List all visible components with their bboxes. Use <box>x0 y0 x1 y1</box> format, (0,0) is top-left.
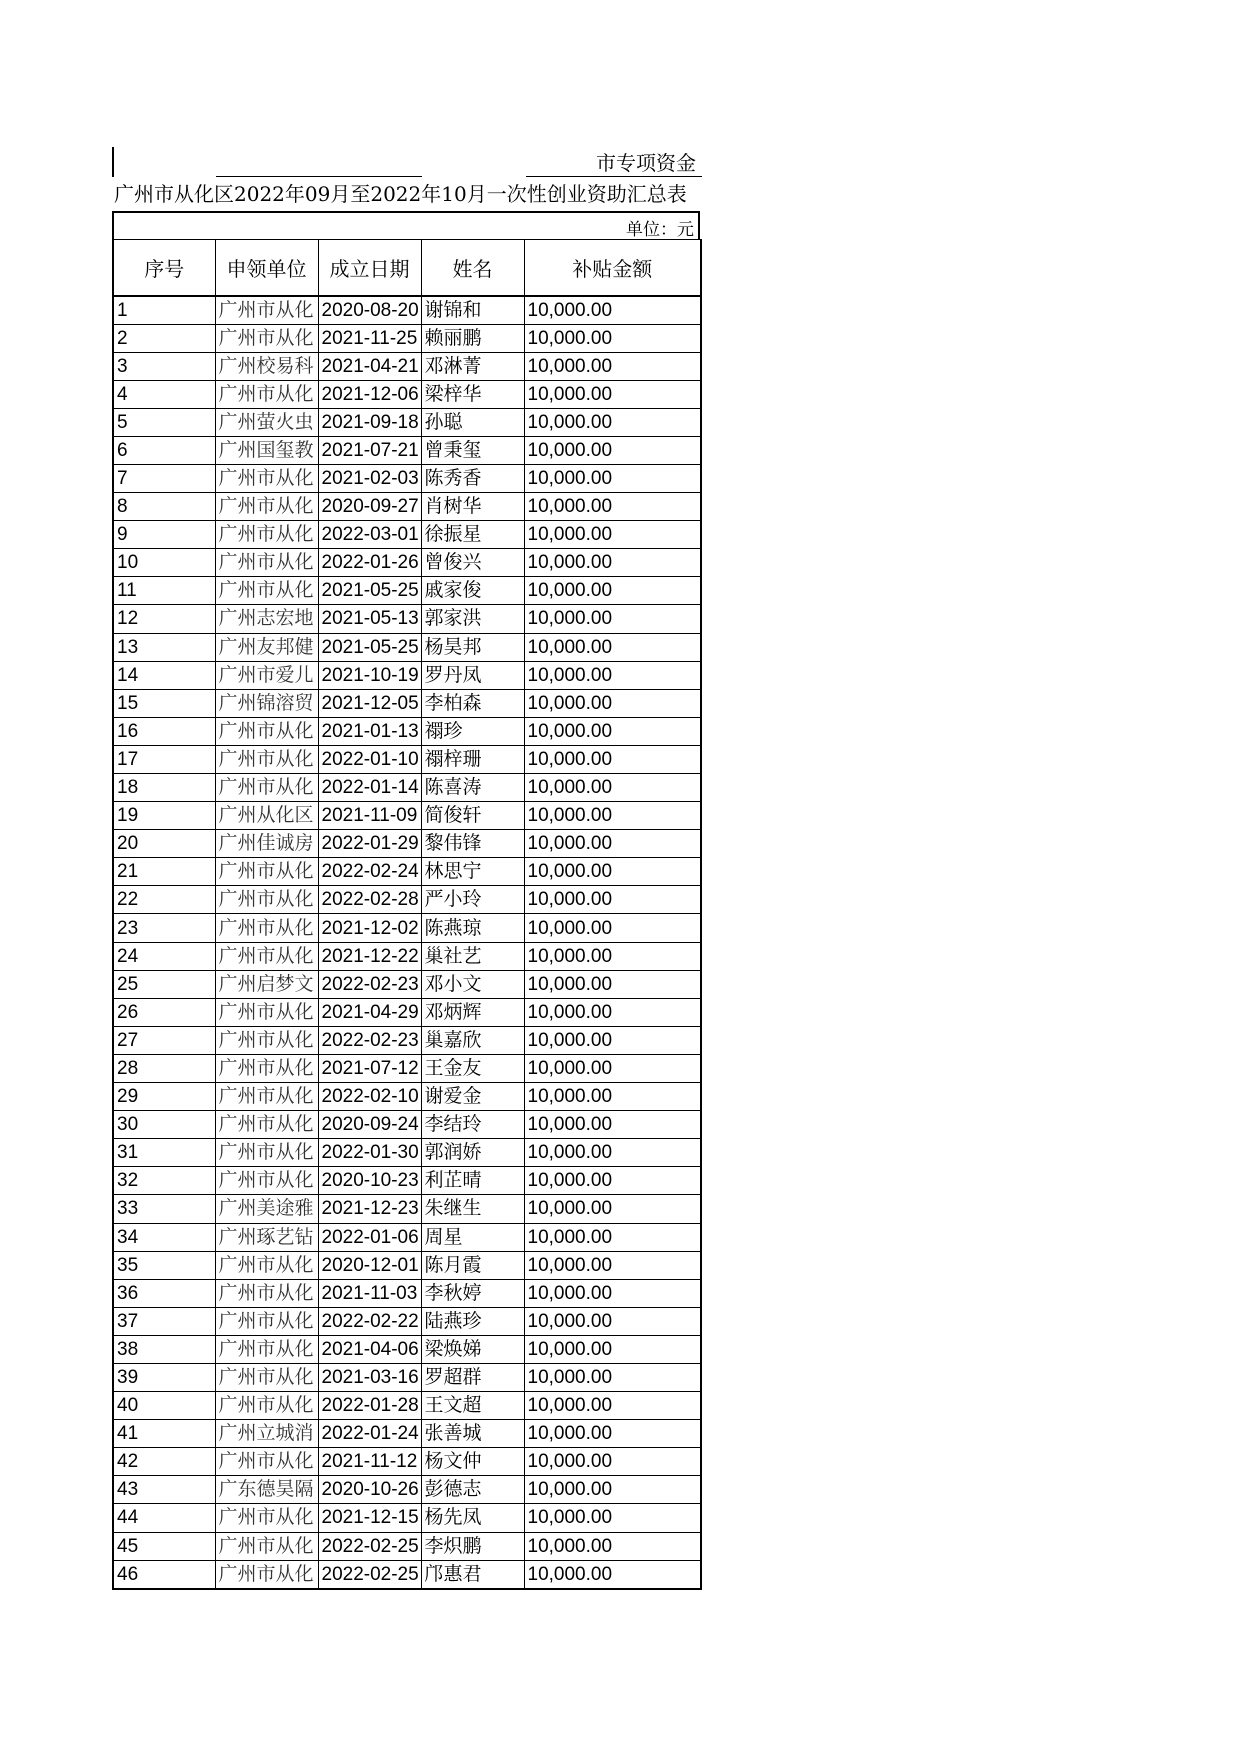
cell-amount[interactable]: 10,000.00 <box>524 436 701 464</box>
cell-date[interactable]: 2021-11-25 <box>318 324 421 352</box>
cell-amount[interactable]: 10,000.00 <box>524 633 701 661</box>
table-row <box>113 1307 701 1335</box>
cell-amount[interactable]: 10,000.00 <box>524 858 701 886</box>
cell-amount[interactable]: 10,000.00 <box>524 1307 701 1335</box>
cell-date[interactable]: 2021-11-12 <box>318 1448 421 1476</box>
cell-unit[interactable]: 广州市从化 <box>215 324 318 352</box>
cell-date[interactable]: 2021-10-19 <box>318 661 421 689</box>
cell-amount[interactable]: 10,000.00 <box>524 577 701 605</box>
cell-unit[interactable]: 广州市从化 <box>215 380 318 408</box>
table-row <box>113 998 701 1026</box>
cell-name[interactable]: 赖丽鹏 <box>421 324 524 352</box>
cell-unit[interactable]: 广州市从化 <box>215 886 318 914</box>
cell-name[interactable]: 曾秉玺 <box>421 436 524 464</box>
cell-unit[interactable]: 广州友邦健 <box>215 633 318 661</box>
cell-unit[interactable]: 广州市爱儿 <box>215 661 318 689</box>
cell-no[interactable]: 39 <box>113 1363 215 1391</box>
cell-unit[interactable]: 广州市从化 <box>215 1335 318 1363</box>
cell-no[interactable]: 26 <box>113 998 215 1026</box>
cell-name[interactable]: 郭家洪 <box>421 605 524 633</box>
cell-no[interactable]: 29 <box>113 1083 215 1111</box>
cell-name[interactable]: 李结玲 <box>421 1111 524 1139</box>
table-row <box>113 661 701 689</box>
table-row <box>113 1476 701 1504</box>
cell-date[interactable]: 2022-02-25 <box>318 1532 421 1560</box>
cell-no[interactable]: 16 <box>113 717 215 745</box>
table-row <box>113 1111 701 1139</box>
cell-date[interactable]: 2021-02-03 <box>318 464 421 492</box>
cell-name[interactable]: 禤珍 <box>421 717 524 745</box>
cell-date[interactable]: 2022-02-24 <box>318 858 421 886</box>
cell-no[interactable]: 19 <box>113 802 215 830</box>
table-row <box>113 633 701 661</box>
table-row <box>113 296 701 325</box>
cell-amount[interactable]: 10,000.00 <box>524 1139 701 1167</box>
cell-date[interactable]: 2021-05-25 <box>318 577 421 605</box>
cell-name[interactable]: 梁焕娣 <box>421 1335 524 1363</box>
table-row <box>113 352 701 380</box>
cell-unit[interactable]: 广州市从化 <box>215 942 318 970</box>
table-row <box>113 1335 701 1363</box>
cell-date[interactable]: 2021-05-13 <box>318 605 421 633</box>
cell-name[interactable]: 陈秀香 <box>421 464 524 492</box>
table-row <box>113 1251 701 1279</box>
cell-unit[interactable]: 广州市从化 <box>215 464 318 492</box>
cell-date[interactable]: 2022-02-28 <box>318 886 421 914</box>
table-row <box>113 774 701 802</box>
cell-name[interactable]: 徐振星 <box>421 521 524 549</box>
cell-amount[interactable]: 10,000.00 <box>524 661 701 689</box>
cell-no[interactable]: 42 <box>113 1448 215 1476</box>
cell-amount[interactable]: 10,000.00 <box>524 352 701 380</box>
cell-date[interactable]: 2021-11-03 <box>318 1279 421 1307</box>
cell-date[interactable]: 2022-01-06 <box>318 1223 421 1251</box>
cell-no[interactable]: 12 <box>113 605 215 633</box>
cell-amount[interactable]: 10,000.00 <box>524 1026 701 1054</box>
cell-amount[interactable]: 10,000.00 <box>524 1420 701 1448</box>
table-row <box>113 493 701 521</box>
cell-unit[interactable]: 广州国玺教 <box>215 436 318 464</box>
cell-date[interactable]: 2022-03-01 <box>318 521 421 549</box>
cell-no[interactable]: 33 <box>113 1195 215 1223</box>
cell-date[interactable]: 2022-02-23 <box>318 970 421 998</box>
cell-name[interactable]: 郭润娇 <box>421 1139 524 1167</box>
cell-amount[interactable]: 10,000.00 <box>524 1476 701 1504</box>
cell-no[interactable]: 24 <box>113 942 215 970</box>
cell-date[interactable]: 2022-01-10 <box>318 745 421 773</box>
table-row <box>113 577 701 605</box>
cell-amount[interactable]: 10,000.00 <box>524 1448 701 1476</box>
cell-date[interactable]: 2021-04-06 <box>318 1335 421 1363</box>
table-row <box>113 1532 701 1560</box>
table-row <box>113 1363 701 1391</box>
cell-unit[interactable]: 广州市从化 <box>215 1392 318 1420</box>
cell-amount[interactable]: 10,000.00 <box>524 1054 701 1082</box>
cell-no[interactable]: 46 <box>113 1560 215 1589</box>
unit-label: 单位：元 <box>626 220 694 240</box>
cell-name[interactable]: 罗超群 <box>421 1363 524 1391</box>
cell-amount[interactable]: 10,000.00 <box>524 802 701 830</box>
fund-label: 市专项资金 <box>596 151 696 175</box>
cell-no[interactable]: 10 <box>113 549 215 577</box>
cell-date[interactable]: 2022-01-14 <box>318 774 421 802</box>
cell-name[interactable]: 邓炳辉 <box>421 998 524 1026</box>
cell-name[interactable]: 巢社艺 <box>421 942 524 970</box>
cell-name[interactable]: 李炽鹏 <box>421 1532 524 1560</box>
cell-date[interactable]: 2021-12-15 <box>318 1504 421 1532</box>
cell-no[interactable]: 41 <box>113 1420 215 1448</box>
cell-amount[interactable]: 10,000.00 <box>524 408 701 436</box>
cell-amount[interactable]: 10,000.00 <box>524 493 701 521</box>
cell-name[interactable]: 彭德志 <box>421 1476 524 1504</box>
cell-unit[interactable]: 广州市从化 <box>215 858 318 886</box>
cell-date[interactable]: 2021-04-29 <box>318 998 421 1026</box>
table-row <box>113 1083 701 1111</box>
cell-amount[interactable]: 10,000.00 <box>524 886 701 914</box>
cell-unit[interactable]: 广州从化区 <box>215 802 318 830</box>
cell-unit[interactable]: 广州启梦文 <box>215 970 318 998</box>
cell-unit[interactable]: 广州市从化 <box>215 521 318 549</box>
cell-unit[interactable]: 广州市从化 <box>215 717 318 745</box>
cell-name[interactable]: 陈月霞 <box>421 1251 524 1279</box>
cell-unit[interactable]: 广州立城消 <box>215 1420 318 1448</box>
cell-amount[interactable]: 10,000.00 <box>524 521 701 549</box>
cell-no[interactable]: 34 <box>113 1223 215 1251</box>
cell-no[interactable]: 40 <box>113 1392 215 1420</box>
subsidy-table <box>112 239 702 1590</box>
cell-amount[interactable]: 10,000.00 <box>524 324 701 352</box>
cell-unit[interactable]: 广州市从化 <box>215 1251 318 1279</box>
cell-unit[interactable]: 广州校易科 <box>215 352 318 380</box>
cell-unit[interactable]: 广州市从化 <box>215 1448 318 1476</box>
cell-amount[interactable]: 10,000.00 <box>524 689 701 717</box>
cell-date[interactable]: 2022-01-30 <box>318 1139 421 1167</box>
cell-name[interactable]: 谢爱金 <box>421 1083 524 1111</box>
cell-no[interactable]: 5 <box>113 408 215 436</box>
cell-unit[interactable]: 广州市从化 <box>215 1083 318 1111</box>
cell-amount[interactable]: 10,000.00 <box>524 1223 701 1251</box>
table-row <box>113 408 701 436</box>
cell-amount[interactable]: 10,000.00 <box>524 1363 701 1391</box>
cell-amount[interactable]: 10,000.00 <box>524 1167 701 1195</box>
unit-row <box>112 211 700 239</box>
cell-unit[interactable]: 广州市从化 <box>215 577 318 605</box>
cell-no[interactable]: 25 <box>113 970 215 998</box>
cell-unit[interactable]: 广州市从化 <box>215 1026 318 1054</box>
cell-name[interactable]: 杨昊邦 <box>421 633 524 661</box>
cell-amount[interactable]: 10,000.00 <box>524 1504 701 1532</box>
cell-amount[interactable]: 10,000.00 <box>524 1532 701 1560</box>
cell-amount[interactable]: 10,000.00 <box>524 1560 701 1589</box>
cell-unit[interactable]: 广州市从化 <box>215 1363 318 1391</box>
cell-date[interactable]: 2021-07-12 <box>318 1054 421 1082</box>
table-row <box>113 1279 701 1307</box>
cell-unit[interactable]: 广州锦溶贸 <box>215 689 318 717</box>
cell-no[interactable]: 27 <box>113 1026 215 1054</box>
cell-unit[interactable]: 广州市从化 <box>215 1111 318 1139</box>
cell-amount[interactable]: 10,000.00 <box>524 1392 701 1420</box>
table-row <box>113 464 701 492</box>
table-row <box>113 1195 701 1223</box>
cell-name[interactable]: 罗丹凤 <box>421 661 524 689</box>
cell-no[interactable]: 13 <box>113 633 215 661</box>
cell-date[interactable]: 2020-10-23 <box>318 1167 421 1195</box>
cell-date[interactable]: 2021-12-22 <box>318 942 421 970</box>
cell-unit[interactable]: 广州美途雅 <box>215 1195 318 1223</box>
cell-amount[interactable]: 10,000.00 <box>524 1335 701 1363</box>
table-row <box>113 830 701 858</box>
cell-unit[interactable]: 广州萤火虫 <box>215 408 318 436</box>
cell-unit[interactable]: 广州市从化 <box>215 1307 318 1335</box>
table-row <box>113 549 701 577</box>
cell-unit[interactable]: 广州佳诚房 <box>215 830 318 858</box>
cell-name[interactable]: 朱继生 <box>421 1195 524 1223</box>
table-row <box>113 858 701 886</box>
cell-no[interactable]: 21 <box>113 858 215 886</box>
cell-no[interactable]: 38 <box>113 1335 215 1363</box>
table-header-row <box>113 240 701 296</box>
cell-amount[interactable]: 10,000.00 <box>524 774 701 802</box>
cell-name[interactable]: 利芷晴 <box>421 1167 524 1195</box>
cell-unit[interactable]: 广州市从化 <box>215 1167 318 1195</box>
cell-no[interactable]: 8 <box>113 493 215 521</box>
cell-amount[interactable]: 10,000.00 <box>524 549 701 577</box>
cell-name[interactable]: 巢嘉欣 <box>421 1026 524 1054</box>
cell-date[interactable]: 2021-05-25 <box>318 633 421 661</box>
table-row <box>113 324 701 352</box>
column-header-date: 成立日期 <box>318 240 421 296</box>
cell-date[interactable]: 2021-12-02 <box>318 914 421 942</box>
cell-amount[interactable]: 10,000.00 <box>524 914 701 942</box>
cell-name[interactable]: 严小玲 <box>421 886 524 914</box>
table-row <box>113 717 701 745</box>
spreadsheet <box>112 147 700 1590</box>
cell-name[interactable]: 杨文仲 <box>421 1448 524 1476</box>
cell-name[interactable]: 李秋婷 <box>421 1279 524 1307</box>
cell-date[interactable]: 2021-03-16 <box>318 1363 421 1391</box>
cell-name[interactable]: 邝惠君 <box>421 1560 524 1589</box>
cell-amount[interactable]: 10,000.00 <box>524 1279 701 1307</box>
cell-name[interactable]: 陈燕琼 <box>421 914 524 942</box>
column-header-no: 序号 <box>113 240 215 296</box>
cell-name[interactable]: 陆燕珍 <box>421 1307 524 1335</box>
cell-name[interactable]: 简俊轩 <box>421 802 524 830</box>
cell-date[interactable]: 2022-01-28 <box>318 1392 421 1420</box>
cell-unit[interactable]: 广州市从化 <box>215 296 318 325</box>
cell-name[interactable]: 谢锦和 <box>421 296 524 325</box>
cell-no[interactable]: 22 <box>113 886 215 914</box>
table-row <box>113 886 701 914</box>
table-row <box>113 380 701 408</box>
cell-amount[interactable]: 10,000.00 <box>524 1195 701 1223</box>
cell-date[interactable]: 2021-12-06 <box>318 380 421 408</box>
table-row <box>113 436 701 464</box>
cell-unit[interactable]: 广州市从化 <box>215 549 318 577</box>
cell-name[interactable]: 禤梓珊 <box>421 745 524 773</box>
cell-date[interactable]: 2022-02-25 <box>318 1560 421 1589</box>
cell-date[interactable]: 2021-09-18 <box>318 408 421 436</box>
cell-no[interactable]: 17 <box>113 745 215 773</box>
cell-date[interactable]: 2022-01-26 <box>318 549 421 577</box>
table-row <box>113 1223 701 1251</box>
table-row <box>113 1054 701 1082</box>
cell-name[interactable]: 曾俊兴 <box>421 549 524 577</box>
table-row <box>113 1420 701 1448</box>
cell-date[interactable]: 2021-07-21 <box>318 436 421 464</box>
cell-amount[interactable]: 10,000.00 <box>524 717 701 745</box>
cell-unit[interactable]: 广州市从化 <box>215 1054 318 1082</box>
cell-no[interactable]: 11 <box>113 577 215 605</box>
cell-date[interactable]: 2021-11-09 <box>318 802 421 830</box>
cell-date[interactable]: 2022-02-23 <box>318 1026 421 1054</box>
cell-no[interactable]: 32 <box>113 1167 215 1195</box>
cell-name[interactable]: 孙聪 <box>421 408 524 436</box>
cell-date[interactable]: 2020-08-20 <box>318 296 421 325</box>
cell-no[interactable]: 6 <box>113 436 215 464</box>
cell-unit[interactable]: 广州市从化 <box>215 493 318 521</box>
cell-name[interactable]: 杨先凤 <box>421 1504 524 1532</box>
cell-name[interactable]: 黎伟锋 <box>421 830 524 858</box>
table-body <box>113 296 701 1589</box>
cell-unit[interactable]: 广州市从化 <box>215 1532 318 1560</box>
cell-unit[interactable]: 广州市从化 <box>215 998 318 1026</box>
cell-name[interactable]: 周星 <box>421 1223 524 1251</box>
cell-no[interactable]: 37 <box>113 1307 215 1335</box>
cell-amount[interactable]: 10,000.00 <box>524 1111 701 1139</box>
cell-no[interactable]: 35 <box>113 1251 215 1279</box>
cell-date[interactable]: 2021-12-23 <box>318 1195 421 1223</box>
cell-date[interactable]: 2021-04-21 <box>318 352 421 380</box>
cell-no[interactable]: 15 <box>113 689 215 717</box>
table-row <box>113 1560 701 1589</box>
table-row <box>113 1392 701 1420</box>
cell-no[interactable]: 31 <box>113 1139 215 1167</box>
cell-name[interactable]: 陈喜涛 <box>421 774 524 802</box>
cell-name[interactable]: 邓小文 <box>421 970 524 998</box>
cell-name[interactable]: 戚家俊 <box>421 577 524 605</box>
cell-unit[interactable]: 广州市从化 <box>215 745 318 773</box>
cell-date[interactable]: 2020-09-24 <box>318 1111 421 1139</box>
cell-date[interactable]: 2020-10-26 <box>318 1476 421 1504</box>
page-title: 广州市从化区2022年09月至2022年10月一次性创业资助汇总表 <box>114 182 687 206</box>
cell-amount[interactable]: 10,000.00 <box>524 1251 701 1279</box>
cell-no[interactable]: 3 <box>113 352 215 380</box>
cell-name[interactable]: 梁梓华 <box>421 380 524 408</box>
cell-no[interactable]: 43 <box>113 1476 215 1504</box>
cell-unit[interactable]: 广州市从化 <box>215 1504 318 1532</box>
cell-no[interactable]: 7 <box>113 464 215 492</box>
cell-amount[interactable]: 10,000.00 <box>524 745 701 773</box>
column-header-unit: 申领单位 <box>215 240 318 296</box>
cell-amount[interactable]: 10,000.00 <box>524 942 701 970</box>
column-header-amount: 补贴金额 <box>524 240 701 296</box>
cell-amount[interactable]: 10,000.00 <box>524 998 701 1026</box>
cell-no[interactable]: 4 <box>113 380 215 408</box>
cell-amount[interactable]: 10,000.00 <box>524 605 701 633</box>
table-row <box>113 521 701 549</box>
cell-no[interactable]: 23 <box>113 914 215 942</box>
table-row <box>113 689 701 717</box>
cell-name[interactable]: 张善城 <box>421 1420 524 1448</box>
cell-no[interactable]: 1 <box>113 296 215 325</box>
cell-date[interactable]: 2022-02-10 <box>318 1083 421 1111</box>
cell-unit[interactable]: 广州市从化 <box>215 774 318 802</box>
cell-unit[interactable]: 广州市从化 <box>215 1279 318 1307</box>
cell-amount[interactable]: 10,000.00 <box>524 830 701 858</box>
cell-no[interactable]: 14 <box>113 661 215 689</box>
cell-no[interactable]: 9 <box>113 521 215 549</box>
cell-amount[interactable]: 10,000.00 <box>524 296 701 325</box>
table-row <box>113 745 701 773</box>
cell-no[interactable]: 2 <box>113 324 215 352</box>
cell-no[interactable]: 18 <box>113 774 215 802</box>
cell-unit[interactable]: 广州市从化 <box>215 1560 318 1589</box>
cell-no[interactable]: 44 <box>113 1504 215 1532</box>
table-row <box>113 1504 701 1532</box>
cell-name[interactable]: 王金友 <box>421 1054 524 1082</box>
cell-no[interactable]: 30 <box>113 1111 215 1139</box>
cell-date[interactable]: 2022-01-24 <box>318 1420 421 1448</box>
cell-amount[interactable]: 10,000.00 <box>524 464 701 492</box>
table-row <box>113 1026 701 1054</box>
cell-name[interactable]: 肖树华 <box>421 493 524 521</box>
cell-amount[interactable]: 10,000.00 <box>524 1083 701 1111</box>
cell-date[interactable]: 2020-09-27 <box>318 493 421 521</box>
cell-date[interactable]: 2022-02-22 <box>318 1307 421 1335</box>
table-row <box>113 802 701 830</box>
cell-no[interactable]: 28 <box>113 1054 215 1082</box>
cell-unit[interactable]: 广州琢艺钻 <box>215 1223 318 1251</box>
cell-name[interactable]: 王文超 <box>421 1392 524 1420</box>
cell-date[interactable]: 2021-12-05 <box>318 689 421 717</box>
table-row <box>113 605 701 633</box>
cell-amount[interactable]: 10,000.00 <box>524 380 701 408</box>
cell-name[interactable]: 林思宁 <box>421 858 524 886</box>
table-row <box>113 1139 701 1167</box>
table-row <box>113 1167 701 1195</box>
cell-unit[interactable]: 广州志宏地 <box>215 605 318 633</box>
fund-header-row <box>112 147 700 177</box>
cell-amount[interactable]: 10,000.00 <box>524 970 701 998</box>
cell-no[interactable]: 20 <box>113 830 215 858</box>
table-row <box>113 914 701 942</box>
cell-no[interactable]: 36 <box>113 1279 215 1307</box>
cell-unit[interactable]: 广州市从化 <box>215 914 318 942</box>
table-row <box>113 970 701 998</box>
table-row <box>113 942 701 970</box>
cell-unit[interactable]: 广州市从化 <box>215 1139 318 1167</box>
cell-date[interactable]: 2022-01-29 <box>318 830 421 858</box>
cell-date[interactable]: 2020-12-01 <box>318 1251 421 1279</box>
cell-no[interactable]: 45 <box>113 1532 215 1560</box>
cell-name[interactable]: 李柏森 <box>421 689 524 717</box>
table-row <box>113 1448 701 1476</box>
cell-name[interactable]: 邓淋菁 <box>421 352 524 380</box>
cell-date[interactable]: 2021-01-13 <box>318 717 421 745</box>
cell-unit[interactable]: 广东德昊隔 <box>215 1476 318 1504</box>
column-header-name: 姓名 <box>421 240 524 296</box>
